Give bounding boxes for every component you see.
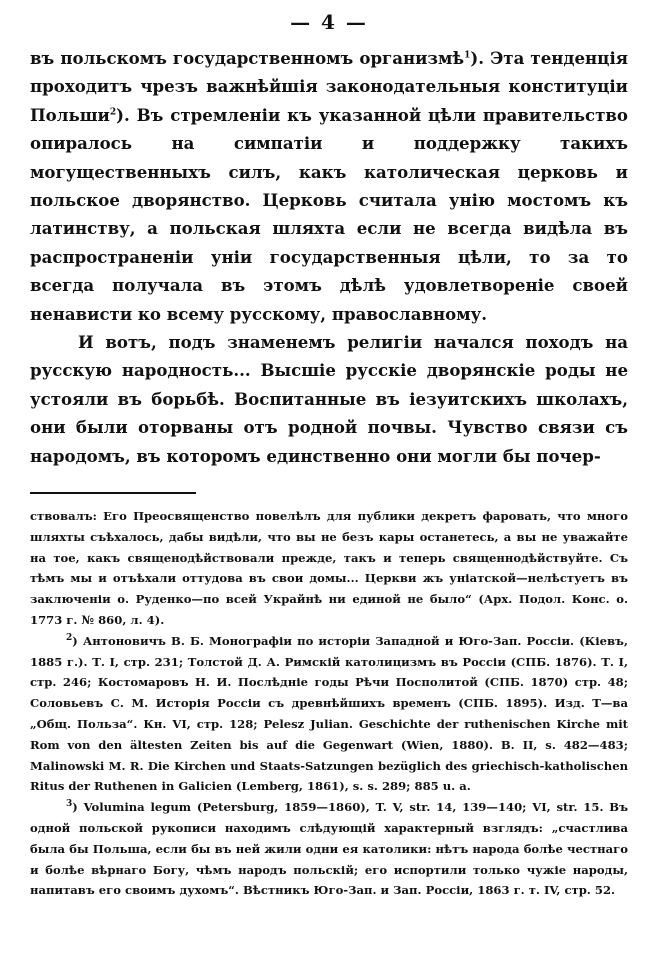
footnote-marker-3: 3 (66, 799, 73, 810)
page-number: — 4 — (290, 10, 368, 34)
footnote-2 (30, 631, 628, 797)
footnote-3 (30, 797, 628, 901)
footnote-3-text: ) Volumina legum (Petersburg, 1859—1860), T. V, str. 14, 139—140; VI, str. 15. Въ одной польской рукописи находимъ слѣдующій характерный взглядъ: „счастлива была бы Польша, если бы въ ней жили одни ея католики: нѣтъ народа болѣе честнаго и болѣе вѣрнаго Богу, чѣмъ народъ польскій; его испортили только чужіе народы, напитавъ его своимъ духомъ“. Вѣстникъ Юго-Зап. и Зап. Россіи, 1863 г. т. IV, стр. 52. (30, 800, 628, 898)
footnote-ref-1[interactable]: 1 (464, 50, 471, 61)
footnotes (30, 506, 628, 901)
paragraph-1 (30, 44, 628, 328)
footnote-marker-2: 2 (66, 633, 73, 644)
footnote-2-text: ) Антоновичъ В. Б. Монографіи по исторіи Западной и Юго-Зап. Россіи. (Кіевъ, 1885 г.). Т. І, стр. 231; Толстой Д. А. Римскій католицизмъ въ Россіи (СПБ. 1876). Т. І, стр. 246; Костомаровъ Н. И. Послѣдніе годы Рѣчи Посполитой (СПБ. 1870) стр. 48; Соловьевъ С. М. Исторія Россіи съ древнѣйшихъ временъ (СПБ. 1895). Изд. Т—ва „Общ. Польза“. Кн. VI, стр. 128; Pelesz Julian. Geschichte der ruthenischen Kirche mit Rom von den ältesten Zeiten bis auf die Gegenwart (Wien, 1880). B. II, s. 482—483; Malinowski M. R. Die Kirchen und Staats-Satzungen bezüglich des griechisch-katholischen Ritus der Ruthenen in Galicien (Lemberg, 1861), s. s. 289; 885 u. a. (30, 633, 628, 794)
paragraph-2: И вотъ, подъ знаменемъ религіи начался походъ на русскую народность... Высшіе русскіе дворянскіе роды не устояли въ борьбѣ. Воспитанные въ іезуитскихъ школахъ, они были оторваны отъ родной почвы. Чувство связи съ народомъ, въ которомъ единственно они могли бы почер- (30, 332, 628, 466)
footnote-ref-2[interactable]: 2 (109, 107, 117, 118)
paragraph-text: въ польскомъ государственномъ организмѣ (30, 48, 465, 68)
footnote-divider (30, 492, 196, 494)
paragraph-text: ). Эта тенденція проходитъ чрезъ важнѣйшія законодательныя конституціи Польши (30, 48, 629, 125)
footnote-continuation: ствовалъ: Его Преосвященство повелѣлъ для публики декретъ фаровать, что много шляхты съѣхалось, дабы видѣли, что вы не безъ кары останетесь, а вы не уважайте на тое, какъ священодѣйствовали прежде, такъ и теперь священнодѣйствуйте. Съ тѣмъ мы и отъѣхали оттудова въ свои домы... Церкви жъ уніатской—нелѣстуетъ въ заключеніи о. Руденко—по всей Украйнѣ ни единой не было“ (Арх. Подол. Конс. о. 1773 г. № 860, л. 4). (30, 509, 628, 628)
main-text (30, 44, 628, 470)
paragraph-text: ). Въ стремленіи къ указанной цѣли правительство опиралось на симпатіи и поддержку такихъ могущественныхъ силъ, какъ католическая церковь и польское дворянство. Церковь считала унію мостомъ къ латинству, а польская шляхта если не всегда видѣла въ распространеніи уніи государственныя цѣли, то за то всегда получала въ этомъ дѣлѣ удовлетвореніе своей ненависти ко всему русскому, православному. (30, 104, 628, 324)
